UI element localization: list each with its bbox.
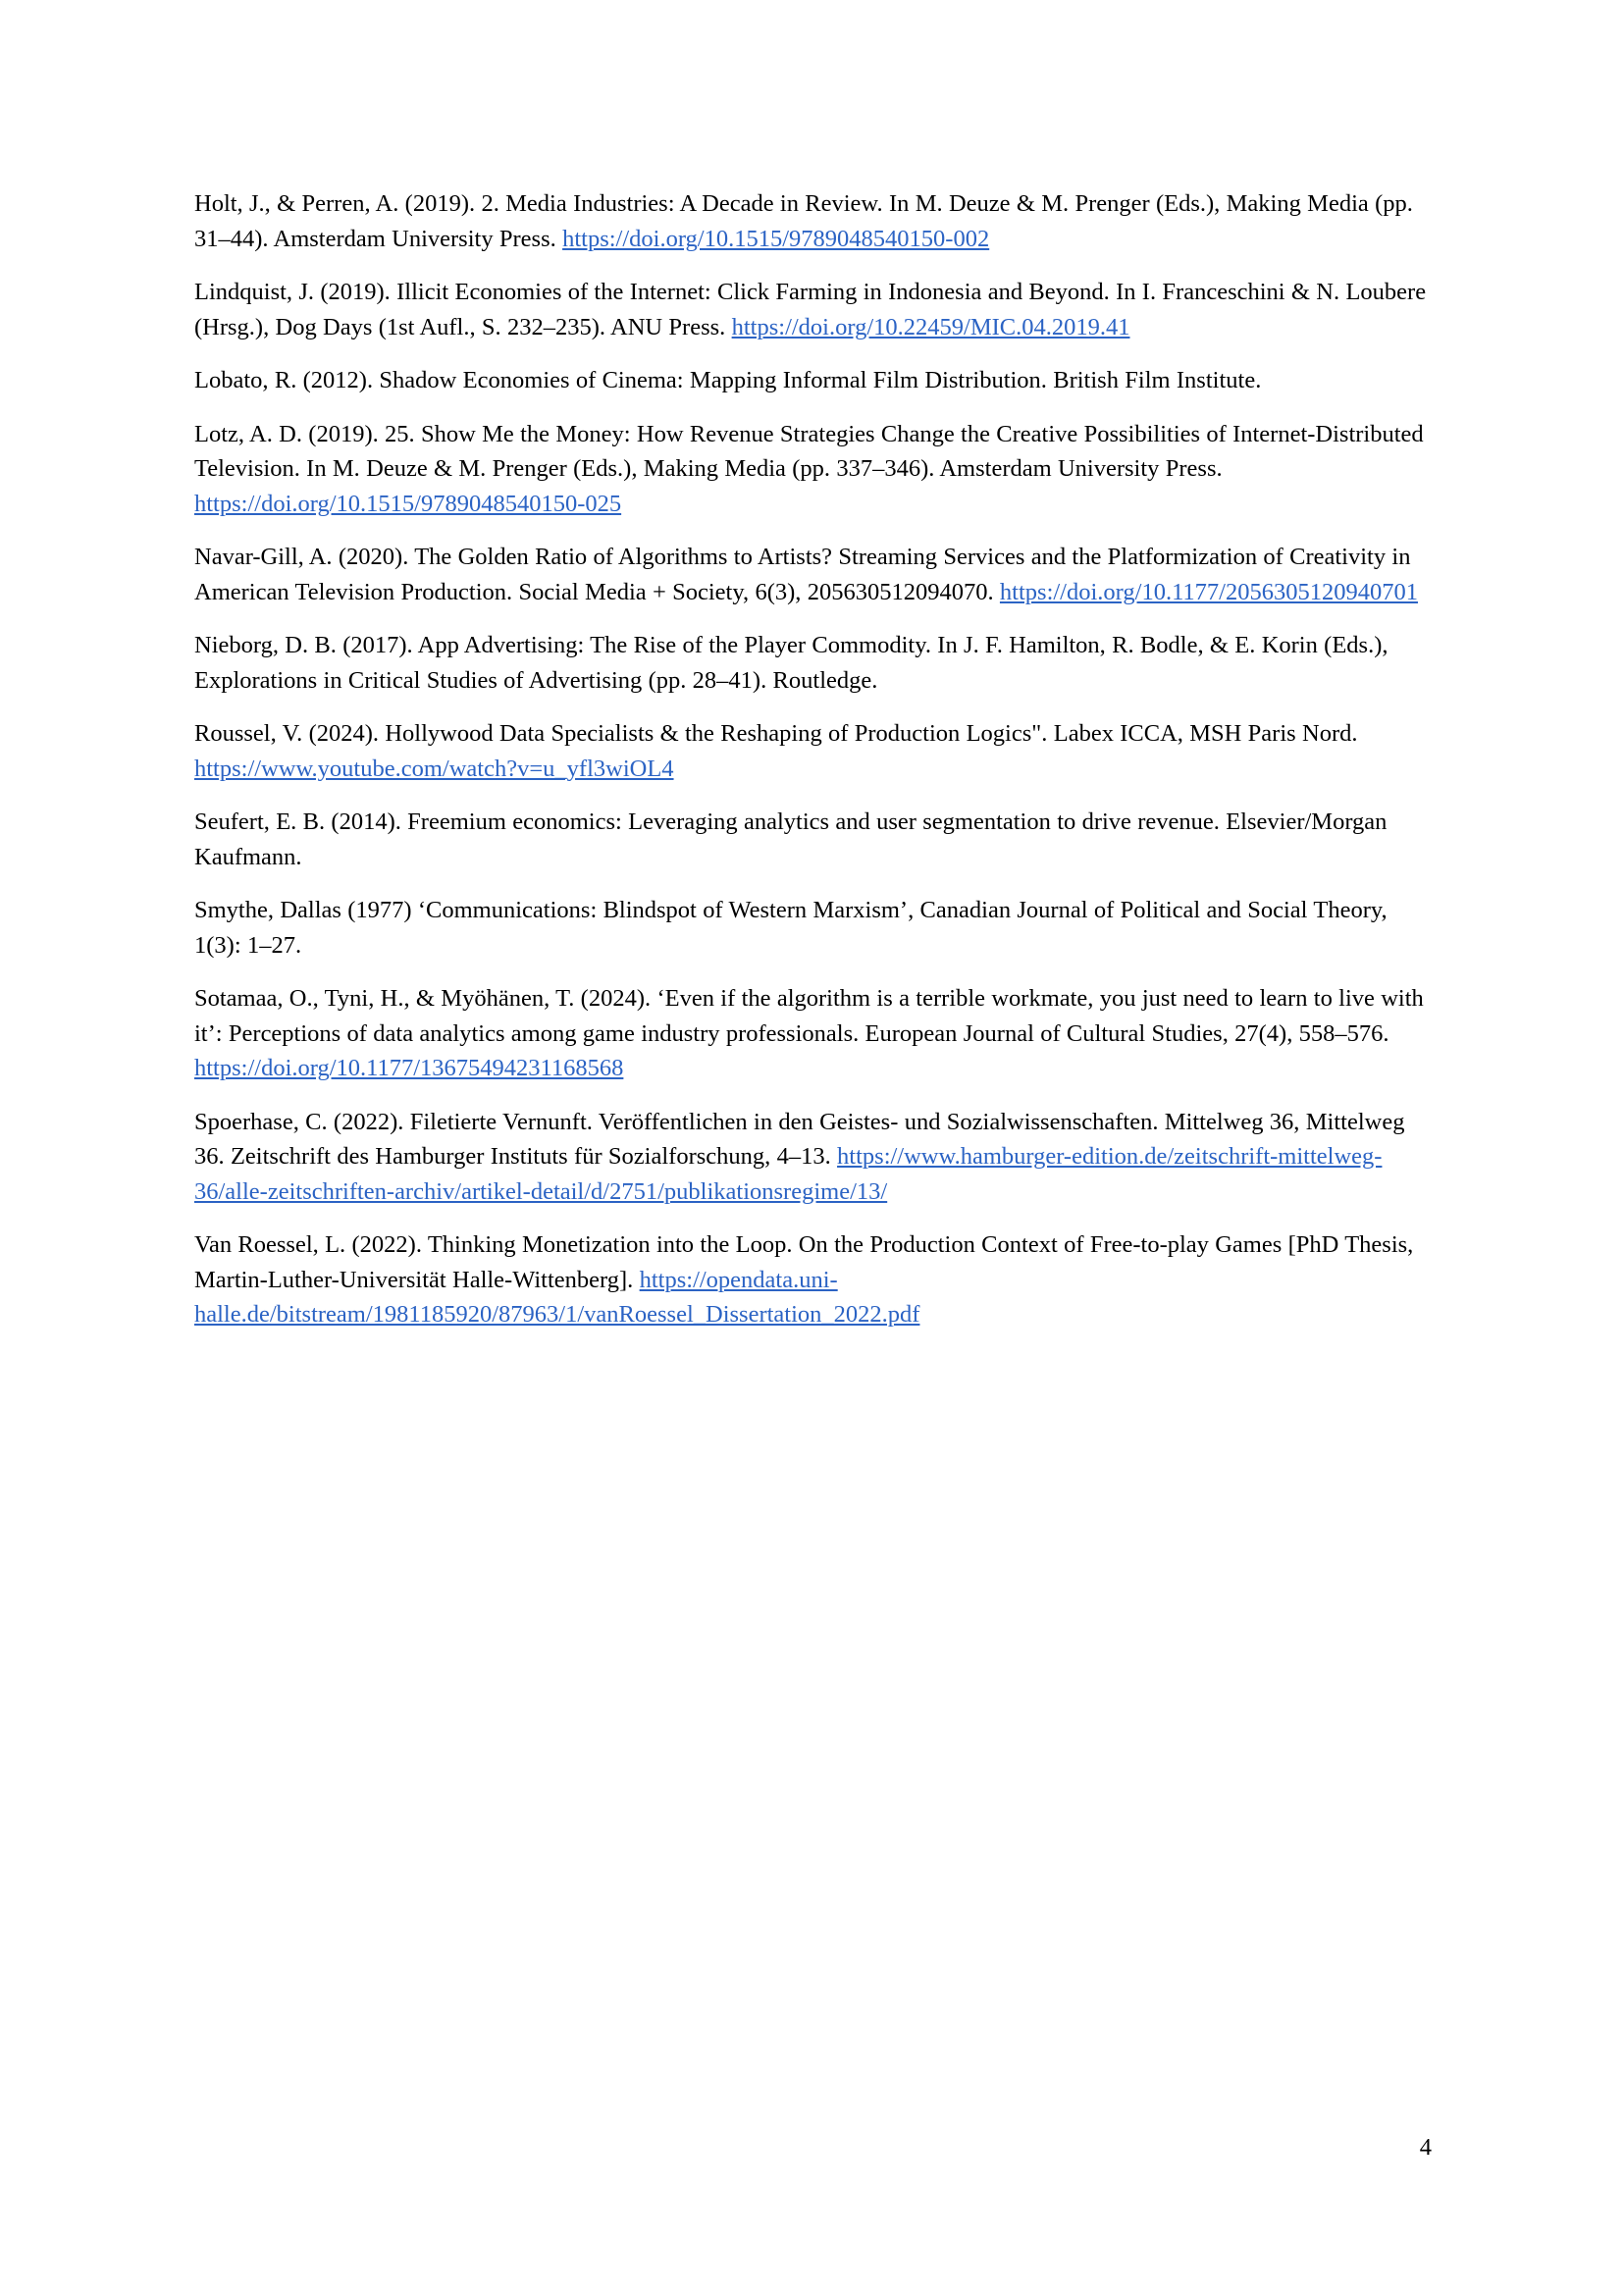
reference-text: Van Roessel, L. (2022). Thinking Monetization into the Loop. On the Production Context of Free-to-play Games [PhD Thesis, Martin-Luther-Universität Halle-Wittenberg]. bbox=[194, 1231, 1414, 1293]
reference-text: Spoerhase, C. (2022). Filetierte Vernunft. Veröffentlichen in den Geistes- und Sozialwissenschaften. Mittelweg 36, Mittelweg 36. Zeitschrift des Hamburger Instituts für Sozialforschung, 4–13. bbox=[194, 1108, 1405, 1171]
reference-text: Holt, J., & Perren, A. (2019). 2. Media Industries: A Decade in Review. In M. Deuze & M. Prenger (Eds.), Making Media (pp. 31–44). Amsterdam University Press. bbox=[194, 190, 1413, 252]
bibliography-entry bbox=[194, 540, 1433, 609]
bibliography-entry bbox=[194, 1227, 1433, 1332]
bibliography-entry bbox=[194, 417, 1433, 522]
reference-link[interactable]: https://www.youtube.com/watch?v=u_yfl3wiOL4 bbox=[194, 755, 674, 782]
bibliography-entry bbox=[194, 1105, 1433, 1210]
reference-link[interactable]: https://doi.org/10.1177/13675494231168568 bbox=[194, 1055, 624, 1082]
reference-link[interactable]: https://doi.org/10.1177/2056305120940701 bbox=[999, 578, 1418, 605]
bibliography-entry bbox=[194, 275, 1433, 344]
bibliography-entry bbox=[194, 981, 1433, 1086]
reference-link[interactable]: https://doi.org/10.22459/MIC.04.2019.41 bbox=[731, 313, 1130, 340]
bibliography-entry bbox=[194, 893, 1433, 963]
reference-link[interactable]: https://doi.org/10.1515/9789048540150-002 bbox=[562, 225, 990, 252]
reference-text: Nieborg, D. B. (2017). App Advertising: The Rise of the Player Commodity. In J. F. Hamilton, R. Bodle, & E. Korin (Eds.), Explorations in Critical Studies of Advertising (pp. 28–41). Routledge. bbox=[194, 632, 1388, 694]
bibliography-list bbox=[194, 186, 1433, 1332]
bibliography-entry bbox=[194, 186, 1433, 256]
page-number: 4 bbox=[1419, 2134, 1432, 2161]
reference-text: Smythe, Dallas (1977) ‘Communications: Blindspot of Western Marxism’, Canadian Journal of Political and Social Theory, 1(3): 1–27. bbox=[194, 897, 1388, 959]
reference-text: Roussel, V. (2024). Hollywood Data Specialists & the Reshaping of Production Logics". Labex ICCA, MSH Paris Nord. bbox=[194, 720, 1358, 748]
bibliography-entry bbox=[194, 363, 1433, 398]
reference-link[interactable]: https://opendata.uni-halle.de/bitstream/1981185920/87963/1/vanRoessel_Dissertation_2022.pdf bbox=[194, 1266, 920, 1329]
reference-text: Lobato, R. (2012). Shadow Economies of Cinema: Mapping Informal Film Distribution. British Film Institute. bbox=[194, 367, 1262, 394]
reference-text: Lotz, A. D. (2019). 25. Show Me the Money: How Revenue Strategies Change the Creative Possibilities of Internet-Distributed Television. In M. Deuze & M. Prenger (Eds.), Making Media (pp. 337–346). Amsterdam University Press. bbox=[194, 420, 1424, 483]
reference-text: Sotamaa, O., Tyni, H., & Myöhänen, T. (2024). ‘Even if the algorithm is a terrible workmate, you just need to learn to live with it’: Perceptions of data analytics among game industry professionals. European Journal of Cultural Studies, 27(4), 558–576. bbox=[194, 985, 1424, 1047]
reference-link[interactable]: https://www.hamburger-edition.de/zeitschrift-mittelweg-36/alle-zeitschriften-archiv/artikel-detail/d/2751/publikationsregime/13/ bbox=[194, 1143, 1383, 1205]
bibliography-entry bbox=[194, 805, 1433, 874]
reference-link[interactable]: https://doi.org/10.1515/9789048540150-025 bbox=[194, 490, 622, 517]
bibliography-entry bbox=[194, 716, 1433, 786]
bibliography-entry bbox=[194, 628, 1433, 698]
reference-text: Seufert, E. B. (2014). Freemium economics: Leveraging analytics and user segmentation to drive revenue. Elsevier/Morgan Kaufmann. bbox=[194, 808, 1388, 870]
reference-text: Navar-Gill, A. (2020). The Golden Ratio of Algorithms to Artists? Streaming Services and the Platformization of Creativity in American Television Production. Social Media + Society, 6(3), 205630512094070. bbox=[194, 544, 1411, 605]
reference-text: Lindquist, J. (2019). Illicit Economies of the Internet: Click Farming in Indonesia and Beyond. In I. Franceschini & N. Loubere (Hrsg.), Dog Days (1st Aufl., S. 232–235). ANU Press. bbox=[194, 279, 1427, 340]
